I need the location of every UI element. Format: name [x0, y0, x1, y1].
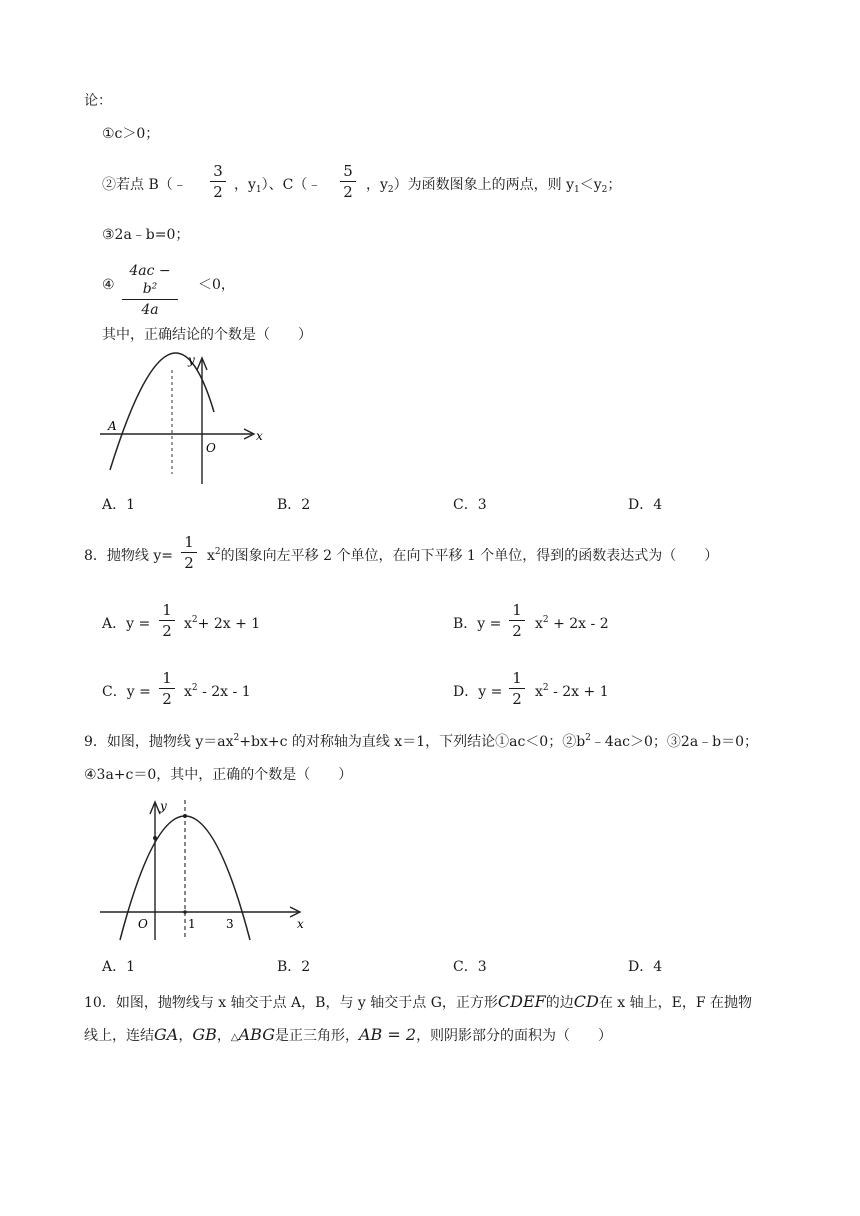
text: + 2x + 1: [197, 616, 261, 632]
text: 9．如图，抛物线 y＝ax: [84, 734, 234, 750]
fraction-numerator: 3: [213, 162, 223, 180]
math-text: CD: [573, 992, 599, 1011]
origin-label: O: [138, 917, 148, 931]
subscript: 2: [601, 185, 608, 195]
text: ）为函数图象上的两点，则 y: [393, 177, 575, 193]
text: ，: [178, 1028, 193, 1044]
q8-text-a: 8．抛物线 y=: [84, 548, 173, 564]
y-label: y: [160, 799, 167, 813]
q7-c2-fraction-1: [210, 162, 226, 201]
superscript: 2: [191, 683, 198, 693]
option-fraction: [159, 669, 175, 708]
superscript: 2: [233, 733, 240, 743]
tick-label-3: 3: [226, 917, 234, 931]
q7-condition-3: ③2a﹣b=0；: [102, 227, 190, 243]
option-expression: [184, 617, 260, 631]
text: ，y: [234, 177, 256, 193]
intro-text: 论：: [84, 93, 112, 109]
fraction-denominator: 2: [162, 622, 172, 640]
text: + 2x - 2: [548, 616, 609, 632]
q7-c4-fraction: [122, 262, 178, 319]
q7-option-a[interactable]: A．1: [102, 497, 136, 513]
text: 是正三角形，: [274, 1028, 359, 1044]
q9-line-2: ④3a+c＝0，其中，正确的个数是（ ）: [84, 767, 353, 783]
q7-c2-text-c: [366, 177, 622, 195]
q7-prompt: 其中，正确结论的个数是（ ）: [102, 327, 312, 343]
math-text: GB: [192, 1025, 217, 1044]
text: - 2x + 1: [548, 684, 609, 700]
q7-c2-text-a: ②若点 B（﹣: [102, 177, 187, 193]
fraction-numerator: 1: [162, 601, 172, 619]
q9-option-b[interactable]: B．2: [277, 959, 311, 975]
q7-c2-text-b: [234, 177, 322, 195]
text: x: [184, 616, 192, 632]
text: x: [207, 548, 215, 564]
q7-option-b[interactable]: B．2: [277, 497, 311, 513]
subscript: 1: [255, 185, 262, 195]
text: - 2x - 1: [197, 684, 251, 700]
text: x: [184, 684, 192, 700]
fraction-numerator: 4ac − b²: [129, 263, 171, 297]
q9-option-a[interactable]: A．1: [102, 959, 136, 975]
fraction-denominator: 4a: [141, 302, 159, 318]
q9-option-c[interactable]: C．3: [453, 959, 487, 975]
fraction-denominator: 2: [184, 554, 194, 572]
text: x: [535, 616, 543, 632]
tick-one-point: [183, 910, 187, 914]
fraction-denominator: 2: [162, 690, 172, 708]
q9-parabola-graph: [100, 796, 315, 946]
x-label: x: [256, 429, 263, 443]
origin-label: O: [206, 441, 216, 455]
option-fraction: [509, 601, 525, 640]
q7-option-d[interactable]: D．4: [628, 497, 663, 513]
option-expression: [535, 685, 609, 699]
parabola-curve: [110, 353, 214, 470]
text: 的边: [545, 995, 574, 1011]
fraction-denominator: 2: [512, 622, 522, 640]
fraction-numerator: 1: [162, 669, 172, 687]
option-expression: [535, 617, 609, 631]
option-label: D．y =: [453, 684, 503, 700]
y-intercept-point: [153, 836, 157, 840]
text: ；: [607, 177, 622, 193]
text: 线上，连结: [84, 1028, 154, 1044]
option-label: B．y =: [453, 616, 502, 632]
superscript: 2: [542, 683, 549, 693]
q7-condition-1: ①c＞0；: [102, 126, 160, 142]
text: ，y: [366, 177, 388, 193]
q9-option-d[interactable]: D．4: [628, 959, 663, 975]
fraction-denominator: 2: [512, 690, 522, 708]
fraction-denominator: 2: [213, 183, 223, 201]
superscript: 2: [585, 733, 591, 743]
x-label: x: [297, 917, 304, 931]
math-text: CDEF: [497, 992, 546, 1011]
text: +bx+c 的对称轴为直线 x＝1，下列结论①ac＜0；②b: [239, 734, 586, 750]
option-label: C．y =: [102, 684, 151, 700]
q7-parabola-graph: [100, 348, 270, 488]
text: ）、C（﹣: [261, 177, 322, 193]
triangle-symbol: △: [230, 1032, 239, 1043]
fraction-numerator: 1: [512, 601, 522, 619]
point-a-label: A: [108, 419, 117, 433]
subscript: 1: [574, 185, 580, 195]
tick-label-1: 1: [188, 917, 196, 931]
text: 在 x 轴上，E，F 在抛物: [598, 995, 753, 1011]
text: ﹣4ac＞0；③2a﹣b＝0；: [590, 734, 759, 750]
text: 的图象向左平移 2 个单位，在向下平移 1 个单位，得到的函数表达式为（ ）: [220, 548, 719, 564]
fraction-numerator: 5: [343, 162, 353, 180]
superscript: 2: [214, 547, 221, 557]
q8-fraction: [181, 533, 197, 572]
fraction-numerator: 1: [512, 669, 522, 687]
subscript: 2: [387, 185, 394, 195]
q7-c4-text-a: ④: [102, 277, 115, 293]
q10-line-1: [84, 994, 752, 1010]
vertex-point: [183, 814, 187, 818]
text: ，: [216, 1028, 231, 1044]
option-label: A．y =: [102, 616, 151, 632]
superscript: 2: [191, 615, 198, 625]
option-fraction: [509, 669, 525, 708]
q7-c4-text-b: ＜0，: [198, 277, 235, 293]
option-fraction: [159, 601, 175, 640]
math-text: ABG: [238, 1025, 275, 1044]
text: ，则阴影部分的面积为（ ）: [416, 1028, 613, 1044]
y-label: y: [188, 353, 195, 367]
math-text: AB = 2: [358, 1025, 417, 1044]
superscript: 2: [542, 615, 549, 625]
q8-text-b: [207, 549, 718, 563]
fraction-denominator: 2: [343, 183, 353, 201]
text: 10．如图，抛物线与 x 轴交于点 A，B，与 y 轴交于点 G，正方形: [84, 995, 498, 1011]
text: ＜y: [579, 177, 602, 193]
q9-line-1: [84, 735, 758, 749]
q10-line-2: [84, 1027, 612, 1043]
math-text: GA: [154, 1025, 179, 1044]
option-expression: [184, 685, 251, 699]
text: x: [535, 684, 543, 700]
fraction-numerator: 1: [184, 533, 194, 551]
q7-option-c[interactable]: C．3: [453, 497, 487, 513]
q7-c2-fraction-2: [340, 162, 356, 201]
